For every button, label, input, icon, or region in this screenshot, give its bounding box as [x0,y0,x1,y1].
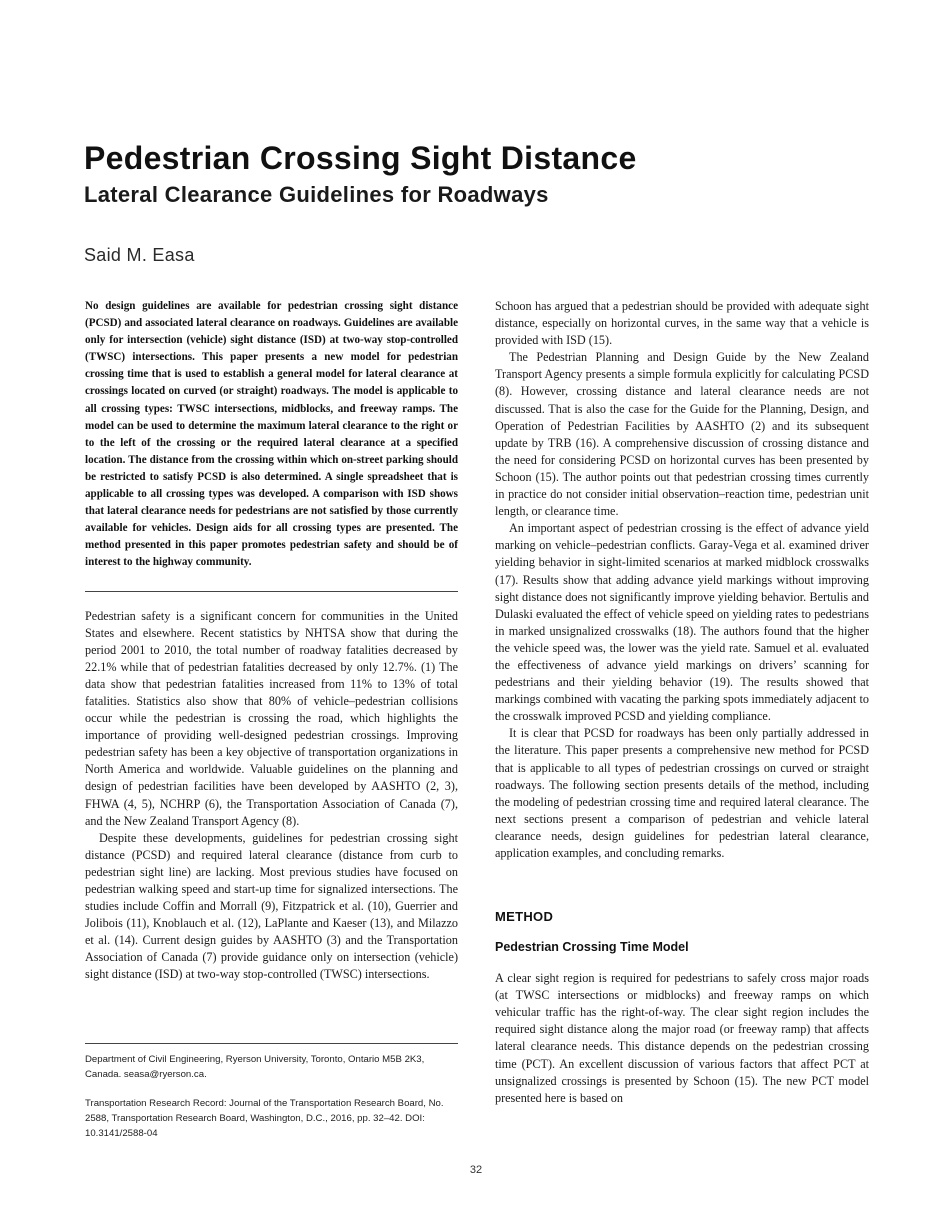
body-paragraph: Pedestrian safety is a significant concern for communities in the United States and elsewhere. Recent statistics by NHTSA show that during the period 2001 to 2010, the total number of roadway fatalities decreased by 22.1% while that of pedestrian fatalities decreased by only 12.7%. (1) The data show that pedestrian fatalities increased from 11% to 13% of total fatalities. Statistics also show that 80% of vehicle–pedestrian collisions occur while the pedestrian is crossing the road, which highlights the importance of providing well-designed pedestrian crossings. Improving pedestrian safety has been a key objective of transportation organizations in North America and worldwide. Valuable guidelines on the planning and design of pedestrian facilities have been developed by AASHTO (2, 3), FHWA (4, 5), NCHRP (6), the Transportation Association of Canada (7), and the New Zealand Transport Agency (8). [85,608,458,828]
body-paragraph: A clear sight region is required for pedestrians to safely cross major roads (at TWSC intersections or midblocks) and freeway ramps on which vehicular traffic has the right-of-way. The clear sight region includes the required sight distance along the major road (or freeway ramp) that affects lateral clearance needs. This distance depends on the pedestrian crossing time (PCT). An excellent discussion of various factors that affect PCT at unsignalized crossings is presented by Schoon (15). The new PCT model presented here is based on [495,971,869,1105]
footnote-divider [85,1043,458,1044]
footnotes [85,1052,458,1141]
subsection-heading: Pedestrian Crossing Time Model [495,940,689,955]
right-column [495,298,869,1107]
abstract: No design guidelines are available for pedestrian crossing sight distance (PCSD) and associated lateral clearance on roadways. Guidelines are available only for intersection (vehicle) sight distance (ISD) at two-way stop-controlled (TWSC) intersections. This paper presents a new model for pedestrian crossing time that is used to establish a general model for lateral clearance at crossings located on curved (or straight) roadways. The model is applicable to all crossing types: TWSC intersections, midblocks, and freeway ramps. The model can be used to determine the maximum lateral clearance to the right or to the left of the crossing or the required lateral clearance at a specified location. The distance from the crossing within which on-street parking should be restricted to satisfy PCSD is also determined. A single spreadsheet that is applicable to all crossing types was developed. A comparison with ISD shows that lateral clearance needs for pedestrians are not satisfied by those currently available for vehicles. Design aids for all crossing types are presented. The method presented in this paper promotes pedestrian safety and should be of interest to the highway community. [85,300,458,569]
page-number: 32 [469,1164,483,1176]
footnote-citation: Transportation Research Record: Journal of the Transportation Research Board, No. 2588, Transportation Research Board, Washington, D.C., 2016, pp. 32–42. DOI: 10.3141/2588-04 [85,1098,444,1139]
abstract-divider [85,591,458,592]
body-paragraph: An important aspect of pedestrian crossing is the effect of advance yield marking on vehicle–pedestrian conflicts. Garay-Vega et al. examined driver yielding behavior in sight-limited scenarios at marked midblock crosswalks (17). Results show that adding advance yield markings without improving sight distance does not significantly improve yielding behavior. Bertulis and Dulaski evaluated the effect of vehicle speed on yielding rates to pedestrians in marked unsignalized crosswalks (18). The authors found that the higher the vehicle speed was, the lower was the yield rate. Samuel et al. evaluated the effectiveness of advance yield markings on drivers’ scanning for pedestrians and their yielding behavior (19). The results showed that markings combined with vacating the parking spots immediately adjacent to the crosswalk improved PCSD and yielding compliance. [495,521,869,724]
section-heading: METHOD [495,909,554,925]
paper-subtitle: Lateral Clearance Guidelines for Roadways [84,182,549,207]
footnote-affiliation: Department of Civil Engineering, Ryerson University, Toronto, Ontario M5B 2K3, Canada. seasa@ryerson.ca. [85,1054,425,1080]
body-paragraph: Despite these developments, guidelines for pedestrian crossing sight distance (PCSD) and required lateral clearance (distance from curb to pedestrian sight line) are lacking. Most previous studies have focused on pedestrian walking speed and start-up time for signalized intersections. The studies include Coffin and Morrall (9), Fitzpatrick et al. (10), Guerrier and Jolibois (11), Knoblauch et al. (12), LaPlante and Kaeser (13), and Milazzo et al. (14). Current design guides by AASHTO (3) and the Transportation Association of Canada (7) provide guidance only on intersection (vehicle) sight distance (ISD) at two-way stop-controlled (TWSC) intersections. [85,830,458,982]
body-paragraph: The Pedestrian Planning and Design Guide by the New Zealand Transport Agency presents a simple formula explicitly for calculating PCSD (8). However, crossing distance and lateral clearance needs are not discussed. That is also the case for the Guide for the Planning, Design, and Operation of Pedestrian Facilities by AASHTO (2) and its subsequent update by TRB (16). A comprehensive discussion of crossing distance and the need for considering PCSD on horizontal curves has been presented by Schoon (15). The author points out that pedestrian crossing times currently in practice do not consider initial observation–reaction time, pedestrian unit length, or clearance time. [495,350,869,519]
paper-title: Pedestrian Crossing Sight Distance [84,140,637,176]
body-paragraph: Schoon has argued that a pedestrian should be provided with adequate sight distance, especially on horizontal curves, in the same way that a vehicle is provided with ISD (15). [495,299,869,348]
left-column [85,298,458,984]
body-paragraph: It is clear that PCSD for roadways has been only partially addressed in the literature. This paper presents a comprehensive new method for PCSD that is applicable to all types of pedestrian crossings on curved or straight roadways. The following section presents details of the method, including the modeling of pedestrian crossing time and required lateral clearance. The next sections present a comparison of pedestrian and vehicle lateral clearance needs, design guidelines for pedestrian lateral clearance, application examples, and concluding remarks. [495,726,869,860]
author-name: Said M. Easa [84,245,195,265]
